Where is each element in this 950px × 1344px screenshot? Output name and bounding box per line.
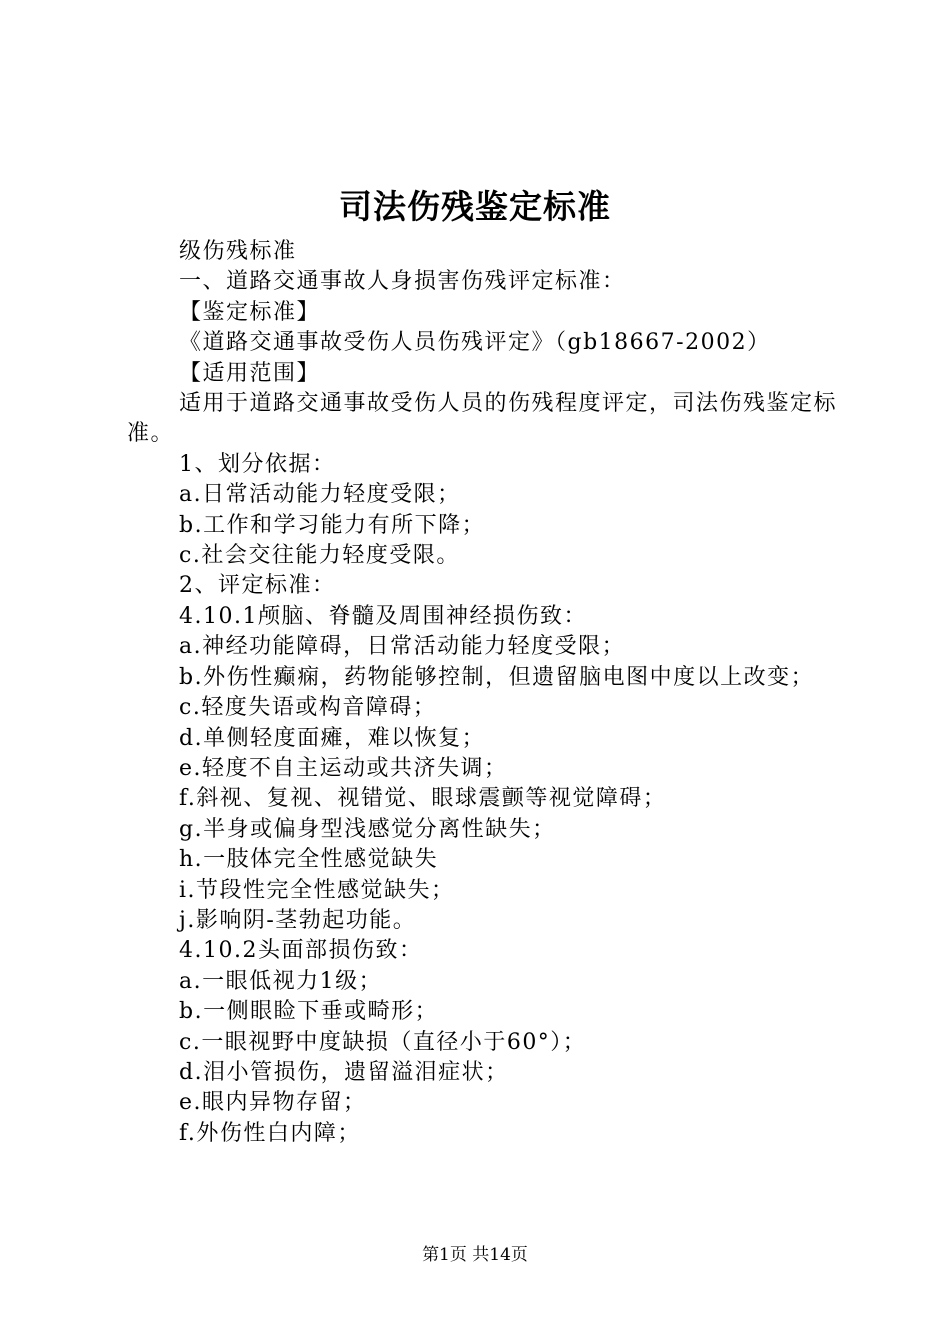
paragraph: f.斜视、复视、视错觉、眼球震颤等视觉障碍； [179, 786, 667, 812]
paragraph: b.外伤性癫痫，药物能够控制，但遗留脑电图中度以上改变； [179, 664, 815, 690]
paragraph: 【鉴定标准】 [179, 299, 321, 325]
paragraph: 1、划分依据： [179, 451, 336, 477]
paragraph: e.眼内异物存留； [179, 1090, 367, 1116]
paragraph: b.工作和学习能力有所下降； [179, 512, 486, 538]
paragraph: b.一侧眼睑下垂或畸形； [179, 999, 439, 1025]
paragraph: i.节段性完全性感觉缺失； [179, 877, 455, 903]
document-title: 司法伤残鉴定标准 [339, 187, 611, 226]
paragraph: g.半身或偏身型浅感觉分离性缺失； [179, 816, 556, 842]
paragraph: c.社会交往能力轻度受限。 [179, 543, 460, 569]
paragraph: 适用于道路交通事故受伤人员的伤残程度评定，司法伤残鉴定标准。 [127, 391, 838, 447]
paragraph: 级伤残标准 [179, 239, 297, 264]
paragraph: 4.10.1颅脑、脊髓及周围神经损伤致： [179, 603, 587, 629]
paragraph: a.一眼低视力1级； [179, 968, 383, 994]
paragraph: h.一肢体完全性感觉缺失 [179, 847, 439, 873]
paragraph: 【适用范围】 [179, 360, 321, 386]
paragraph: 4.10.2头面部损伤致： [179, 938, 423, 964]
document-body [127, 237, 837, 1149]
paragraph: c.轻度失语或构音障碍； [179, 695, 437, 721]
paragraph: j.影响阴-茎勃起功能。 [179, 907, 417, 933]
paragraph: 一、道路交通事故人身损害伤残评定标准： [179, 269, 626, 295]
paragraph: e.轻度不自主运动或共济失调； [179, 755, 508, 781]
paragraph: d.单侧轻度面瘫，难以恢复； [179, 725, 486, 751]
page-footer: 第1页 共14页 [422, 1245, 528, 1265]
paragraph: c.一眼视野中度缺损（直径小于60°）； [179, 1029, 587, 1055]
paragraph: a.日常活动能力轻度受限； [179, 482, 461, 508]
paragraph: f.外伤性白内障； [179, 1120, 361, 1146]
paragraph: d.泪小管损伤，遗留溢泪症状； [179, 1059, 509, 1085]
paragraph: 2、评定标准： [179, 573, 336, 599]
paragraph: a.神经功能障碍，日常活动能力轻度受限； [179, 634, 626, 660]
paragraph: 《道路交通事故受伤人员伤残评定》（gb18667-2002） [179, 330, 771, 356]
